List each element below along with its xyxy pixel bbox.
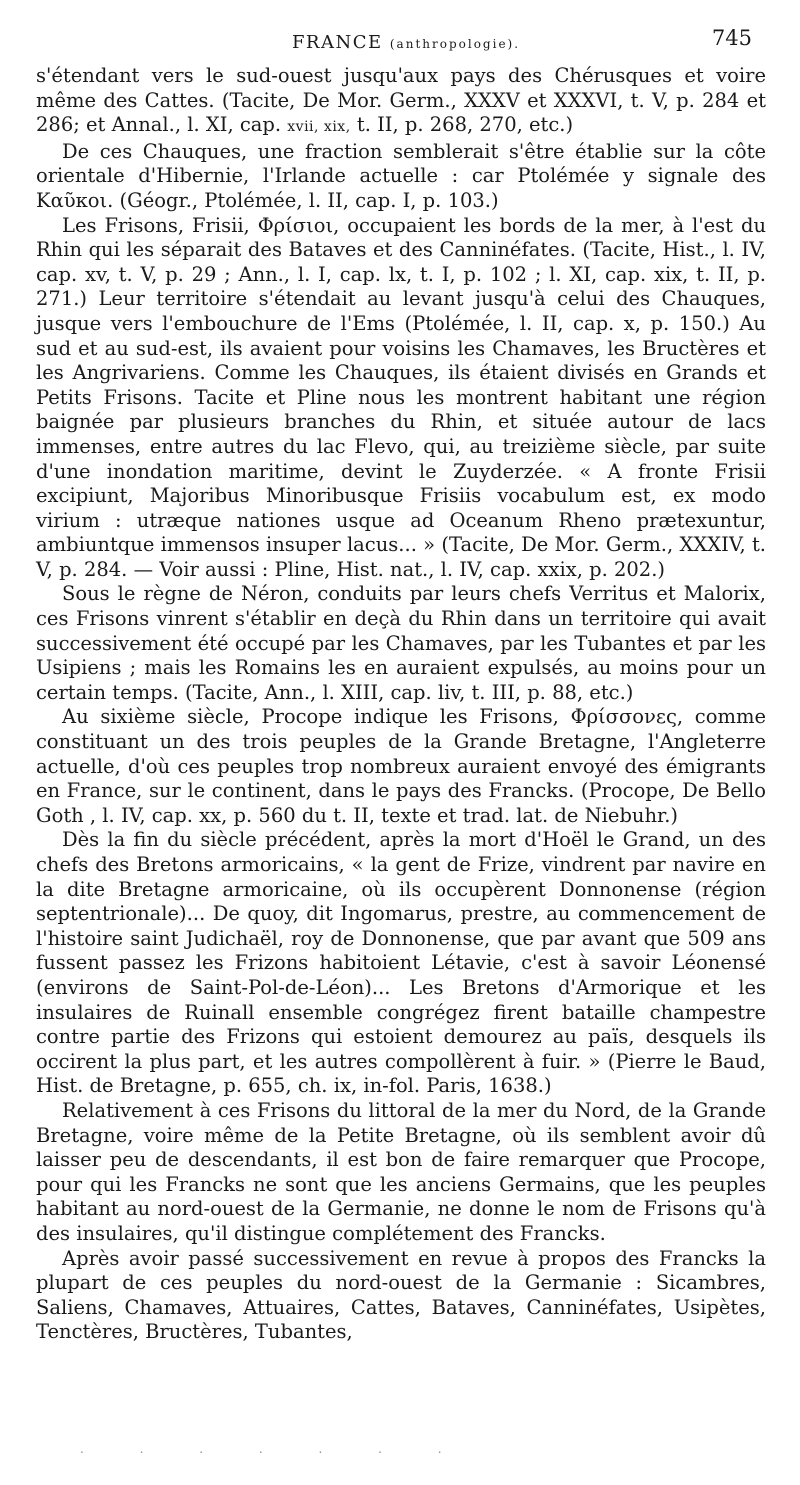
running-head	[60, 32, 752, 53]
paragraph: Les Frisons, Frisii, Φρίσιοι, occupaient les bords de la mer, à l'est du Rhin qui les séparait des Bataves et des Canninéfates. (Tacite, Hist., l. IV, cap. xv, t. V, p. 29 ; Ann., l. I, cap. lx, t. I, p. 102 ; l. XI, cap. xix, t. II, p. 271.) Leur territoire s'étendait au levant jusqu'à celui des Chauques, jusque vers l'embouchure de l'Ems (Ptolémée, l. II, cap. x, p. 150.) Au sud et au sud-est, ils avaient pour voisins les Chamaves, les Bructères et les Angrivariens. Comme les Chauques, ils étaient divisés en Grands et Petits Frisons. Tacite et Pline nous les montrent habitant une région baignée par plusieurs branches du Rhin, et située autour de lacs immenses, entre autres du lac Flevo, qui, au treizième siècle, par suite d'une inondation maritime, devint le Zuyderzée. « A fronte Frisii excipiunt, Majoribus Minoribusque Frisiis vocabulum est, ex modo virium : utræque nationes usque ad Oceanum Rheno prætexuntur, ambiuntque immensos insuper lacus... » (Tacite, De Mor. Germ., XXXIV, t. V, p. 284. — Voir aussi : Pline, Hist. nat., l. IV, cap. xxix, p. 202.)	[36, 213, 766, 581]
paragraph-text: t. II, p. 268, 270, etc.)	[350, 113, 574, 137]
page-header	[60, 26, 752, 62]
paragraph-continued	[36, 64, 766, 140]
paragraph: Après avoir passé successivement en revue à propos des Francks la plupart de ces peuples du nord-ouest de la Germanie : Sicambres, Saliens, Chamaves, Attuaires, Cattes, Bataves, Canninéfates, Usipètes, Tenctères, Bructères, Tubantes,	[36, 1246, 766, 1344]
running-title: FRANCE	[291, 32, 383, 53]
paragraph: Dès la fin du siècle précédent, après la mort d'Hoël le Grand, un des chefs des Bretons armoricains, « la gent de Frize, vindrent par navire en la dite Bretagne armoricaine, où ils occupèrent Donnonense (région septentrionale)... De quoy, dit Ingomarus, prestre, au commencement de l'histoire saint Judichaël, roy de Donnonense, que par avant que 509 ans fussent passez les Frizons habitoient Létavie, c'est à savoir Léonensé (environs de Saint-Pol-de-Léon)... Les Bretons d'Armorique et les insulaires de Ruinall ensemble congrégez firent bataille champestre contre partie des Frizons qui estoient demourez au païs, desquels ils occirent la plus part, et les autres compollèrent à fuir. » (Pierre le Baud, Hist. de Bretagne, p. 655, ch. ix, in-fol. Paris, 1638.)	[36, 828, 766, 1098]
paragraph: Relativement à ces Frisons du littoral de la mer du Nord, de la Grande Bretagne, voire même de la Petite Bretagne, où ils semblent avoir dû laisser peu de descendants, il est bon de faire remarquer que Procope, pour qui les Francks ne sont que les anciens Germains, que les peuples habitant au nord-ouest de la Germanie, ne donne le nom de Frisons qu'à des insulaires, qu'il distingue complétement des Francks.	[36, 1098, 766, 1245]
paragraph: Au sixième siècle, Procope indique les Frisons, Φρίσσονες, comme constituant un des trois peuples de la Grande Bretagne, l'Angleterre actuelle, d'où ces peuples trop nombreux auraient envoyé des émigrants en France, sur le continent, dans le pays des Francks. (Procope, De Bello Goth , l. IV, cap. xx, p. 560 du t. II, texte et trad. lat. de Niebuhr.)	[36, 705, 766, 827]
chapter-numerals: xvii, xix,	[287, 119, 351, 136]
page-number: 745	[711, 26, 752, 50]
paragraph: De ces Chauques, une fraction semblerait s'être établie sur la côte orientale d'Hibernie, l'Irlande actuelle : car Ptolémée y signale des Καῦκοι. (Géogr., Ptolémée, l. II, cap. I, p. 103.)	[36, 139, 766, 212]
paragraph: Sous le règne de Néron, conduits par leurs chefs Verritus et Malorix, ces Frisons vinrent s'établir en deçà du Rhin dans un territoire qui avait successivement été occupé par les Chamaves, par les Tubantes et par les Usipiens ; mais les Romains les en auraient expulsés, au moins pour un certain temps. (Tacite, Ann., l. XIII, cap. liv, t. III, p. 88, etc.)	[36, 582, 766, 704]
page-body	[36, 64, 766, 1345]
paragraph-text: s'étendant vers le sud-ouest jusqu'aux pays des Chérusques et voire même des Cattes. (Tacite, De Mor. Germ., XXXV et XXXVI, t. V, p. 284 et 286; et Annal., l. XI, cap.	[36, 64, 766, 137]
running-subtitle: (anthropologie).	[389, 37, 521, 51]
footer-marks: . . . . . . .	[80, 1442, 468, 1456]
